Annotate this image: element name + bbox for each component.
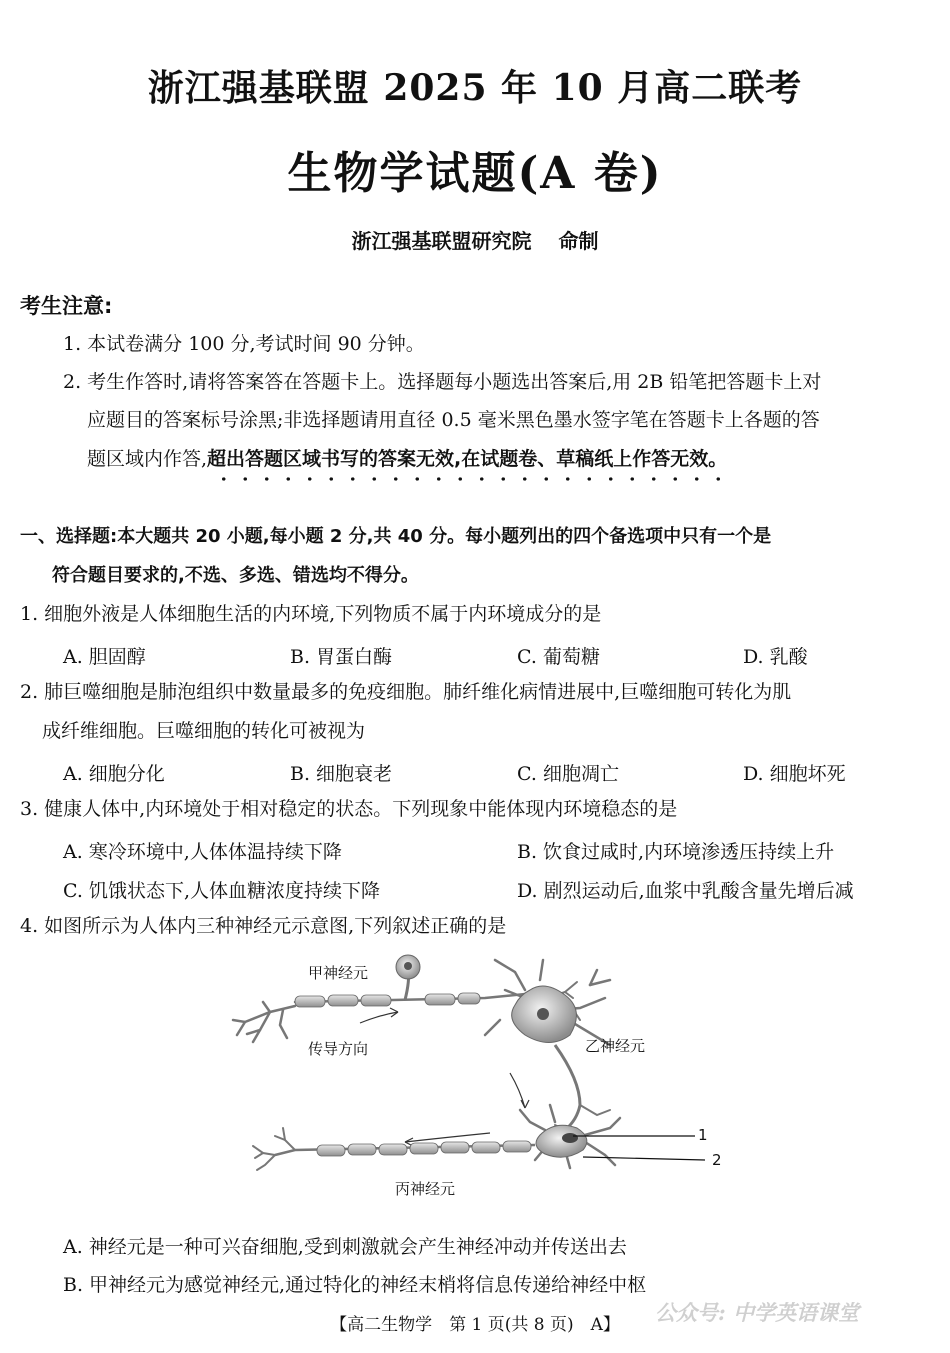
notice-item-2-line-2: 应题目的答案标号涂黑;非选择题请用直径 0.5 毫米黑色墨水签字笔在答题卡上各题的答 [87,409,820,431]
question-2-stem-line-2: 成纤维细胞。巨噬细胞的转化可被视为 [42,720,366,742]
notice-item-2-line-1: 2. 考生作答时,请将答案答在答题卡上。选择题每小题选出答案后,用 2B 铅笔把答题卡上对 [63,371,822,393]
neuron-figure [225,950,735,1205]
exam-subtitle: 生物学试题(A 卷) [287,148,663,199]
question-1-option-c: C. 葡萄糖 [517,646,600,668]
section-heading-line-2: 符合题目要求的,不选、多选、错选均不得分。 [52,565,419,586]
question-3-option-c: C. 饥饿状态下,人体血糖浓度持续下降 [63,880,380,902]
direction-arrow-top [360,1012,398,1023]
neuron-bing-terminals [253,1128,295,1170]
question-3-option-b: B. 饮食过咸时,内环境渗透压持续上升 [517,841,835,863]
question-3-option-d: D. 剧烈运动后,血浆中乳酸含量先增后减 [517,880,854,902]
notice-emphasis: 超出答题区域书写的答案无效,在试题卷、草稿纸上作答无效。 [207,448,727,482]
label-jia-neuron: 甲神经元 [308,964,369,982]
neuron-yi-axon [555,1045,580,1130]
direction-arrow-bottom [405,1133,490,1142]
question-2-option-c: C. 细胞凋亡 [517,763,619,785]
label-yi-neuron: 乙神经元 [585,1037,646,1055]
neuron-jia-nucleus [404,962,412,970]
watermark: 公众号: 中学英语课堂 [655,1300,860,1325]
neuron-jia [233,994,555,1042]
page-footer: 【高二生物学 第 1 页(共 8 页) A】 [330,1315,620,1335]
neuron-bing-myelin [317,1141,531,1156]
notice-item-2-line-3 [87,448,727,470]
label-bing-neuron: 丙神经元 [395,1180,456,1198]
question-1-option-a: A. 胆固醇 [63,646,146,668]
neuron-bing-nucleus [562,1133,578,1143]
question-2-stem-line-1: 2. 肺巨噬细胞是肺泡组织中数量最多的免疫细胞。肺纤维化病情进展中,巨噬细胞可转化为肌 [20,681,792,703]
section-heading-line-1: 一、选择题:本大题共 20 小题,每小题 2 分,共 40 分。每小题列出的四个备选项中只有一个是 [20,526,772,547]
question-2-option-b: B. 细胞衰老 [290,763,393,785]
label-part-1: 1 [698,1126,708,1144]
question-1-option-d: D. 乳酸 [743,646,808,668]
question-2-option-d: D. 细胞坏死 [743,763,846,785]
notice-item-2-line-3-plain: 题区域内作答, [87,448,208,470]
question-1-stem: 1. 细胞外液是人体细胞生活的内环境,下列物质不属于内环境成分的是 [20,603,602,625]
question-4-option-a: A. 神经元是一种可兴奋细胞,受到刺激就会产生神经冲动并传送出去 [63,1236,627,1258]
label-part-2: 2 [712,1151,722,1169]
question-3-stem: 3. 健康人体中,内环境处于相对稳定的状态。下列现象中能体现内环境稳态的是 [20,798,678,820]
question-3-option-a: A. 寒冷环境中,人体体温持续下降 [63,841,342,863]
question-1-option-b: B. 胃蛋白酶 [290,646,393,668]
question-4-stem: 4. 如图所示为人体内三种神经元示意图,下列叙述正确的是 [20,915,507,937]
notice-heading: 考生注意: [20,294,113,318]
leader-line-2 [583,1157,705,1160]
question-4-option-b: B. 甲神经元为感觉神经元,通过特化的神经末梢将信息传递给神经中枢 [63,1274,647,1296]
notice-item-1: 1. 本试卷满分 100 分,考试时间 90 分钟。 [63,333,425,355]
label-direction: 传导方向 [308,1040,369,1058]
exam-title: 浙江强基联盟 2025 年 10 月高二联考 [147,67,803,109]
question-2-option-a: A. 细胞分化 [63,763,165,785]
neuron-yi-nucleus [537,1008,549,1020]
exam-author: 浙江强基联盟研究院 命制 [351,229,599,253]
